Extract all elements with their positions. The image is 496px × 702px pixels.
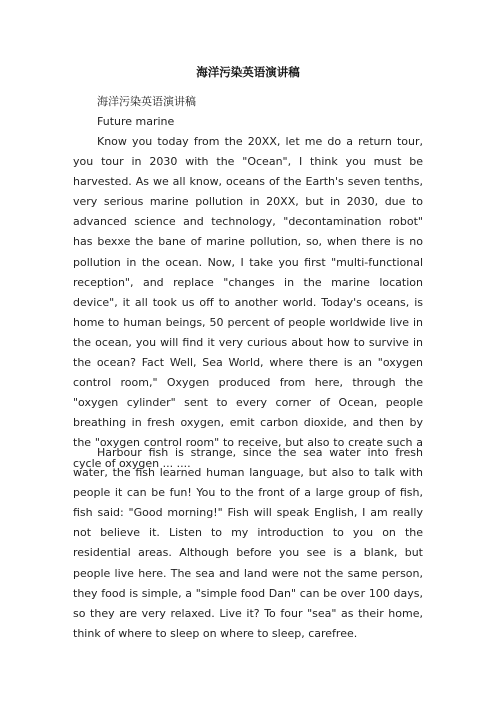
section-label: Future marine — [97, 115, 175, 128]
document-title: 海洋污染英语演讲稿 — [196, 65, 300, 79]
paragraph-1: Know you today from the 20XX, let me do a return tour, you tour in 2030 with the "Ocean", I think you must be harvested. As we all know, oceans of the Earth's seven tenths, very serious marine pollution in 20XX, but in 2030, due to advanced science and technology, "decontamination robot" has bexxe the bane of marine pollution, so, when there is no pollution in the ocean. Now, I take you first "multi-functional reception", and replace "changes in the marine location device", it all took us off to another world. Today's oceans, is home to human beings, 50 percent of people worldwide live in the ocean, you will find it very curious about how to survive in the ocean? Fact Well, Sea World, where there is an "oxygen control room," Oxygen produced from here, through the "oxygen cylinder" sent to every corner of Ocean, people breathing in fresh oxygen, emit carbon dioxide, and then by the "oxygen control room" to receive, but also to create such a cycle of oxygen ... .... — [73, 135, 423, 470]
document-subtitle: 海洋污染英语演讲稿 — [97, 95, 196, 108]
paragraph-2: Harbour fish is strange, since the sea water into fresh water, the fish learned human language, but also to talk with people it can be fun! You to the front of a large group of fish, fish said: "Good morning!" Fish will speak English, I am really not believe it. Listen to my introduction to you on the residential areas. Although before you see is a blank, but people live here. The sea and land were not the same person, they food is simple, a "simple food Dan" can be over 100 days, so they are very relaxed. Live it? To four "sea" as their home, think of where to sleep on where to sleep, carefree. — [73, 446, 423, 640]
